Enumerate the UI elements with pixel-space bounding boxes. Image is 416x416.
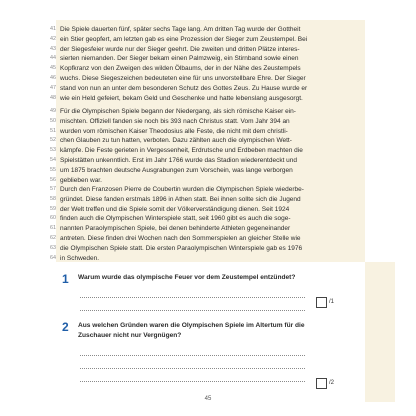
line-text: stand von nun an unter dem besonderen Schutz des Gottes Zeus. Zu Hause wurde er bbox=[60, 84, 308, 92]
line-number: 60 bbox=[50, 215, 56, 222]
line-number: 44 bbox=[50, 55, 56, 62]
line-text: der Welt treffen und die Spiele somit der Völkerverständigung dienen. Seit 1924 bbox=[60, 205, 290, 213]
text-line bbox=[50, 35, 363, 45]
text-line bbox=[50, 156, 363, 166]
paragraph-2 bbox=[50, 107, 363, 185]
line-number: 43 bbox=[50, 45, 56, 52]
line-text: mischten. Offiziell fanden sie noch bis 393 nach Christus statt. Vom Jahr 394 an bbox=[60, 117, 290, 125]
line-text: gründet. Diese fanden erstmals 1896 in Athen statt. Bei ihnen sollte sich die Jugend bbox=[60, 195, 301, 203]
line-number: 47 bbox=[50, 84, 56, 91]
question-1-text: Warum wurde das olympische Feuer vor dem Zeustempel entzündet? bbox=[78, 274, 296, 281]
question-2-text-line-1: Aus welchen Gründen waren die Olympischen Spiele im Altertum für die bbox=[78, 322, 305, 329]
line-text: ein Stier geopfert, am letzten gab es eine Prozession der Sieger zum Zeustempel. Bei bbox=[60, 35, 308, 43]
line-number: 45 bbox=[50, 65, 56, 72]
line-text: chen Glauben zu tun hatten, verboten. Dazu zählten auch die olympischen Wett- bbox=[60, 137, 292, 145]
line-text: Kopfkranz von den Zweigen des wilden Ölbaums, der in der Nähe des Zeustempels bbox=[60, 65, 301, 73]
line-number: 57 bbox=[50, 186, 56, 192]
text-line bbox=[50, 127, 363, 137]
line-text: wuchs. Diese Siegeszeichen bedeuteten eine für uns unvorstellbare Ehre. Der Sieger bbox=[60, 74, 306, 82]
question-1-number: 1 bbox=[62, 272, 69, 286]
text-line bbox=[50, 94, 363, 104]
text-line bbox=[50, 84, 363, 94]
line-number: 50 bbox=[50, 117, 56, 124]
question-2-number: 2 bbox=[62, 320, 69, 334]
text-line bbox=[50, 74, 363, 84]
text-line bbox=[50, 25, 363, 35]
line-text: Durch den Franzosen Pierre de Coubertin wurden die Olympischen Spiele wiederbe- bbox=[60, 186, 304, 193]
line-text: sierten niemanden. Der Sieger bekam einen Palmzweig, ein Stirnband sowie einen bbox=[60, 55, 299, 63]
line-number: 41 bbox=[50, 26, 56, 32]
text-line bbox=[50, 107, 363, 117]
line-number: 62 bbox=[50, 234, 56, 241]
line-number: 46 bbox=[50, 74, 56, 81]
text-line bbox=[50, 117, 363, 127]
line-text: Spielstätten unkenntlich. Erst im Jahr 1766 wurde das Stadion wiederentdeckt und bbox=[60, 156, 298, 164]
text-line bbox=[50, 205, 363, 215]
line-number: 42 bbox=[50, 35, 56, 42]
answer-line[interactable] bbox=[80, 310, 305, 311]
text-line bbox=[50, 224, 363, 234]
line-text: Für die Olympischen Spiele begann der Niedergang, als sich römische Kaiser ein- bbox=[60, 108, 296, 115]
page-number: 45 bbox=[204, 396, 212, 402]
line-number: 55 bbox=[50, 166, 56, 173]
line-text: nannten Paraolympischen Spiele, bei denen behinderte Athleten gegeneinander bbox=[60, 225, 291, 233]
line-number: 59 bbox=[50, 205, 56, 212]
line-number: 49 bbox=[50, 108, 56, 114]
score-label-1: /1 bbox=[329, 299, 335, 305]
reading-text-box bbox=[50, 20, 365, 262]
line-number: 52 bbox=[50, 137, 56, 144]
line-number: 51 bbox=[50, 127, 56, 134]
line-text: geblieben war. bbox=[60, 176, 102, 184]
answer-line[interactable] bbox=[80, 381, 305, 382]
text-line bbox=[50, 176, 363, 186]
text-line bbox=[50, 185, 363, 195]
line-text: Die Spiele dauerten fünf, später sechs Tage lang. Am dritten Tag wurde der Gottheit bbox=[60, 26, 301, 33]
paragraph-1 bbox=[50, 25, 363, 103]
text-line bbox=[50, 166, 363, 176]
line-text: wie ein Held gefeiert, bekam Geld und Geschenke und hatte lebenslang ausgesorgt. bbox=[60, 94, 303, 102]
answer-line[interactable] bbox=[80, 355, 305, 356]
line-number: 63 bbox=[50, 244, 56, 251]
line-text: um 1875 brachten deutsche Ausgrabungen zum Vorschein, was lange verborgen bbox=[60, 166, 293, 174]
score-checkbox-1[interactable] bbox=[316, 297, 327, 308]
line-number: 54 bbox=[50, 156, 56, 163]
line-number: 48 bbox=[50, 94, 56, 101]
text-line bbox=[50, 234, 363, 244]
text-line bbox=[50, 254, 363, 264]
text-line bbox=[50, 195, 363, 205]
answer-line[interactable] bbox=[80, 297, 305, 298]
line-number: 53 bbox=[50, 147, 56, 154]
score-checkbox-2[interactable] bbox=[316, 378, 327, 389]
line-number: 56 bbox=[50, 176, 56, 183]
paragraph-3 bbox=[50, 185, 363, 263]
text-line bbox=[50, 146, 363, 156]
text-line bbox=[50, 136, 363, 146]
line-text: wurden vom römischen Kaiser Theodosius alle Feste, die nicht mit dem christli- bbox=[60, 127, 288, 135]
line-text: die Olympischen Spiele statt. Die ersten Paraolympischen Winterspiele gab es 1976 bbox=[60, 244, 303, 252]
line-number: 61 bbox=[50, 225, 56, 232]
text-line bbox=[50, 214, 363, 224]
answer-line[interactable] bbox=[80, 368, 305, 369]
line-text: kämpfe. Die Feste gerieten in Vergessenheit, Erdrutsche und Erdbeben machten die bbox=[60, 147, 303, 155]
text-line bbox=[50, 244, 363, 254]
line-number: 58 bbox=[50, 195, 56, 202]
line-text: antreten. Diese finden drei Wochen nach den Sommerspielen an gleicher Stelle wie bbox=[60, 234, 301, 242]
margin-strip bbox=[365, 262, 395, 402]
text-line bbox=[50, 54, 363, 64]
text-line bbox=[50, 45, 363, 55]
line-text: der Siegesfeier wurde nur der Sieger geehrt. Die zweiten und dritten Plätze interes- bbox=[60, 45, 300, 53]
line-number: 64 bbox=[50, 254, 56, 261]
question-2-text-line-2: Zuschauer nicht nur Vergnügen? bbox=[78, 332, 182, 339]
line-text: finden auch die Olympischen Winterspiele statt, seit 1960 gibt es auch die soge- bbox=[60, 215, 291, 223]
text-line bbox=[50, 64, 363, 74]
line-text: in Schweden. bbox=[60, 254, 100, 262]
score-label-2: /2 bbox=[329, 380, 335, 386]
